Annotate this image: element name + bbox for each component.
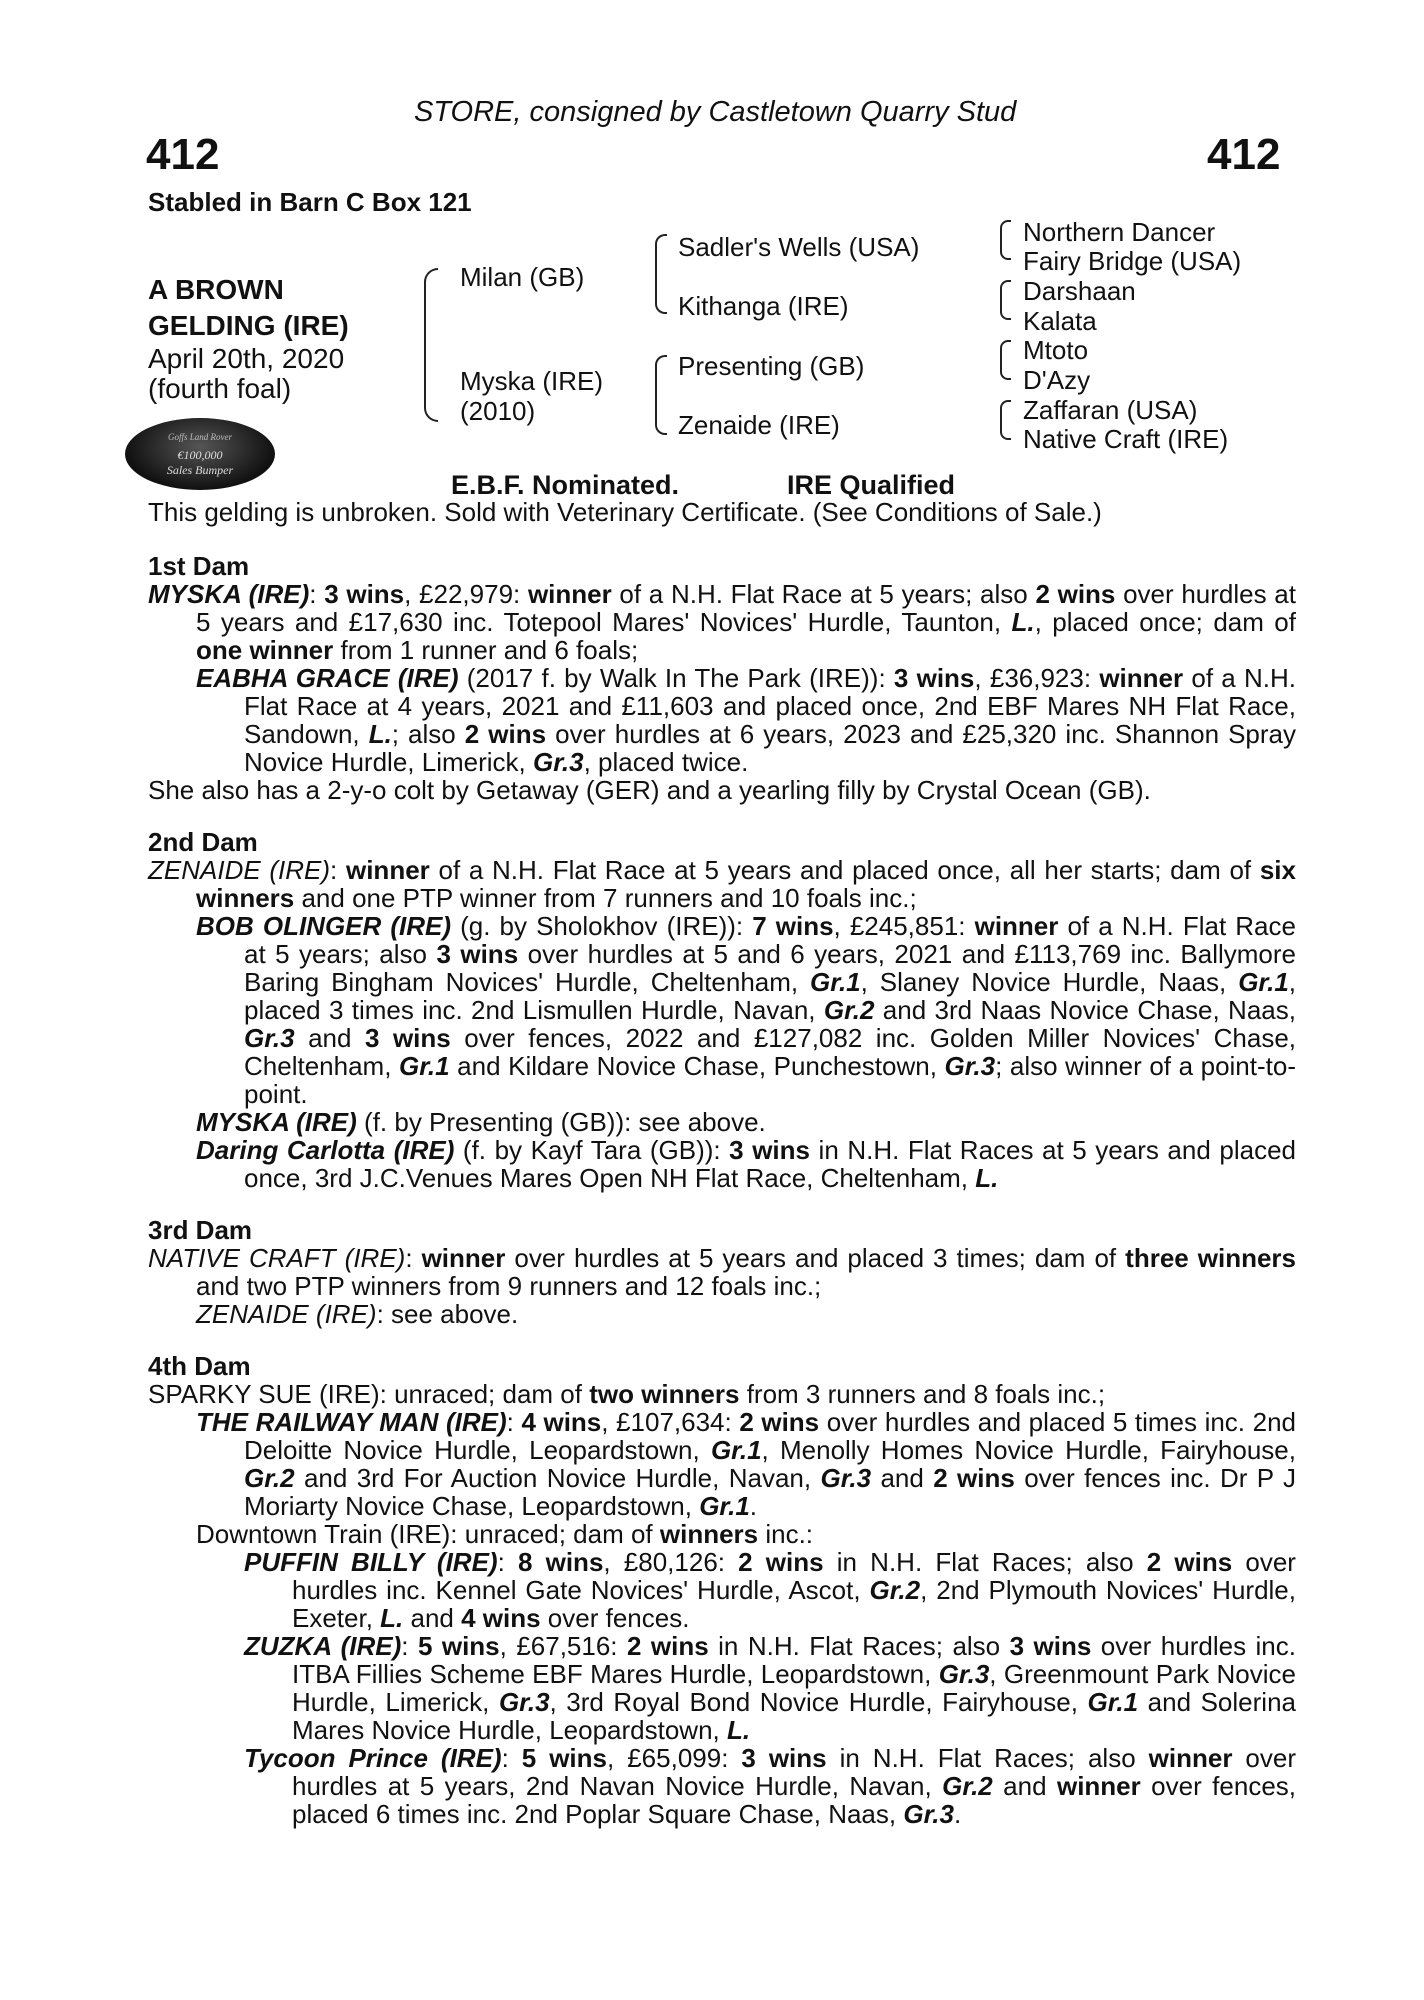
second-dam-progeny-1: BOB OLINGER (IRE) (g. by Sholokhov (IRE)): 7 wins, £245,851: winner of a N.H. Flat Race at 5 years; also 3 wins over hurdles at 5 and 6 years, 2021 and £113,769 inc. Ballymore Baring Bingham Novices' Hurdle, Cheltenham, Gr.1, Slaney Novice Hurdle, Naas, Gr.1, placed 3 times inc. 2nd Lismullen Hurdle, Navan, Gr.2 and 3rd Naas Novice Chase, Naas, Gr.3 and 3 wins over fences, 2022 and £127,082 inc. Golden Miller Novices' Chase, Cheltenham, Gr.1 and Kildare Novice Chase, Punchestown, Gr.3; also winner of a point-to-point. (196, 911, 1297, 1109)
fourth-dam-record: SPARKY SUE (IRE): unraced; dam of two winners from 3 runners and 8 foals inc.; (148, 1379, 1106, 1409)
progeny-name: ZENAIDE (IRE) (196, 1299, 377, 1329)
second-dam-progeny-3: Daring Carlotta (IRE) (f. by Kayf Tara (GB)): 3 wins in N.H. Flat Races at 5 years and placed once, 3rd J.C.Venues Mares Open NH Flat Race, Cheltenham, L. (196, 1135, 1296, 1193)
consignor-line: STORE, consigned by Castletown Quarry Stud (414, 96, 1017, 128)
badge-line2: €100,000 (177, 448, 223, 462)
pedigree-brace-ss (1000, 220, 1011, 260)
second-dam-heading: 2nd Dam (148, 827, 258, 857)
pedigree-brace-dd (1000, 400, 1011, 440)
lot-number-left: 412 (146, 130, 220, 179)
lot-number-right: 412 (1207, 130, 1281, 179)
dam-name: MYSKA (IRE) (148, 579, 310, 609)
progeny-name: THE RAILWAY MAN (IRE) (196, 1407, 507, 1437)
horse-line2: GELDING (IRE) (148, 310, 349, 341)
third-dam-heading: 3rd Dam (148, 1215, 253, 1245)
pedigree-sss: Northern Dancer (1023, 217, 1216, 247)
pedigree-dam-year: (2010) (460, 396, 536, 426)
third-dam-record: NATIVE CRAFT (IRE): winner over hurdles at 5 years and placed 3 times; dam of three winners and two PTP winners from 9 runners and 12 foals inc.; (148, 1243, 1296, 1301)
progeny-name: BOB OLINGER (IRE) (196, 911, 452, 941)
horse-description (148, 272, 349, 404)
dam-name: ZENAIDE (IRE) (148, 855, 331, 885)
pedigree-ds: Presenting (GB) (678, 351, 865, 381)
pedigree-brace-main (424, 268, 438, 422)
third-dam-progeny-1: ZENAIDE (IRE): see above. (196, 1299, 519, 1329)
second-dam-record: ZENAIDE (IRE): winner of a N.H. Flat Race at 5 years and placed once, all her starts; dam of six winners and one PTP winner from 7 runners and 10 foals inc.; (148, 855, 1296, 913)
pedigree-brace-ds (1000, 340, 1011, 380)
fourth-dam-progeny-1: THE RAILWAY MAN (IRE): 4 wins, £107,634: 2 wins over hurdles and placed 5 times inc. 2nd Deloitte Novice Hurdle, Leopardstown, Gr.1, Menolly Homes Novice Hurdle, Fairyhouse, Gr.2 and 3rd For Auction Novice Hurdle, Navan, Gr.3 and 2 wins over fences inc. Dr P J Moriarty Novice Chase, Leopardstown, Gr.1. (196, 1407, 1297, 1521)
progeny-name: PUFFIN BILLY (IRE) (244, 1547, 498, 1577)
pedigree-brace-sire (655, 234, 667, 314)
pedigree-ss: Sadler's Wells (USA) (678, 232, 920, 262)
fourth-dam-progeny-2: Downtown Train (IRE): unraced; dam of winners inc.: (196, 1519, 814, 1549)
ebf-nominated: E.B.F. Nominated. (451, 470, 680, 500)
pedigree-ddd: Native Craft (IRE) (1023, 424, 1229, 454)
first-dam-heading: 1st Dam (148, 551, 250, 581)
pedigree-dds: Zaffaran (USA) (1023, 395, 1198, 425)
grand-progeny-1: PUFFIN BILLY (IRE): 8 wins, £80,126: 2 wins in N.H. Flat Races; also 2 wins over hurdles inc. Kennel Gate Novices' Hurdle, Ascot, Gr.2, 2nd Plymouth Novices' Hurdle, Exeter, L. and 4 wins over fences. (244, 1547, 1296, 1633)
badge-line3: Sales Bumper (166, 463, 234, 477)
grand-progeny-3: Tycoon Prince (IRE): 5 wins, £65,099: 3 wins in N.H. Flat Races; also winner over hurdles at 5 years, 2nd Navan Novice Hurdle, Navan, Gr.2 and winner over fences, placed 6 times inc. 2nd Poplar Square Chase, Naas, Gr.3. (244, 1743, 1297, 1829)
pedigree-dd: Zenaide (IRE) (678, 410, 840, 440)
sale-note: This gelding is unbroken. Sold with Veterinary Certificate. (See Conditions of Sale.) (148, 497, 1102, 527)
progeny-name: ZUZKA (IRE) (244, 1631, 402, 1661)
progeny-name: EABHA GRACE (IRE) (196, 663, 459, 693)
ire-qualified: IRE Qualified (787, 470, 956, 500)
grand-progeny-2: ZUZKA (IRE): 5 wins, £67,516: 2 wins in N.H. Flat Races; also 3 wins over hurdles inc. ITBA Fillies Scheme EBF Mares Hurdle, Leopardstown, Gr.3, Greenmount Park Novice Hurdle, Limerick, Gr.3, 3rd Royal Bond Novice Hurdle, Fairyhouse, Gr.1 and Solerina Mares Novice Hurdle, Leopardstown, L. (244, 1631, 1296, 1745)
pedigree-dss: Mtoto (1023, 335, 1089, 365)
horse-line1: A BROWN (148, 274, 284, 305)
first-dam-record: MYSKA (IRE): 3 wins, £22,979: winner of a N.H. Flat Race at 5 years; also 2 wins over hurdles at 5 years and £17,630 inc. Totepool Mares' Novices' Hurdle, Taunton, L., placed once; dam of one winner from 1 runner and 6 foals; (148, 579, 1296, 665)
pedigree-dam: Myska (IRE) (460, 366, 603, 396)
catalogue-body (148, 498, 1296, 1828)
fourth-dam-heading: 4th Dam (148, 1351, 251, 1381)
pedigree-sd: Kithanga (IRE) (678, 291, 849, 321)
pedigree-brace-dam (655, 355, 667, 435)
pedigree-ssd: Fairy Bridge (USA) (1023, 246, 1242, 276)
pedigree-sire: Milan (GB) (460, 262, 585, 292)
pedigree-dsd: D'Azy (1023, 365, 1091, 395)
badge-line1: Goffs Land Rover (168, 432, 232, 442)
sales-bumper-logo (125, 418, 275, 490)
foal-number: (fourth foal) (148, 373, 292, 404)
first-dam-progeny-1: EABHA GRACE (IRE) (2017 f. by Walk In The Park (IRE)): 3 wins, £36,923: winner of a N.H. Flat Race at 4 years, 2021 and £11,603 and placed once, 2nd EBF Mares NH Flat Race, Sandown, L.; also 2 wins over hurdles at 6 years, 2023 and £25,320 inc. Shannon Spray Novice Hurdle, Limerick, Gr.3, placed twice. (196, 663, 1296, 777)
progeny-name: MYSKA (IRE) (196, 1107, 357, 1137)
dam-name: NATIVE CRAFT (IRE) (148, 1243, 406, 1273)
pedigree-sds: Darshaan (1023, 276, 1136, 306)
pedigree-brace-sd (1000, 280, 1011, 320)
foaling-date: April 20th, 2020 (148, 343, 345, 374)
progeny-name: Daring Carlotta (IRE) (196, 1135, 455, 1165)
second-dam-progeny-2: MYSKA (IRE) (f. by Presenting (GB)): see above. (196, 1107, 766, 1137)
pedigree-sdd: Kalata (1023, 306, 1097, 336)
first-dam-extra: She also has a 2-y-o colt by Getaway (GER) and a yearling filly by Crystal Ocean (GB). (148, 775, 1151, 805)
progeny-name: Tycoon Prince (IRE) (244, 1743, 502, 1773)
stabling-info: Stabled in Barn C Box 121 (148, 187, 472, 217)
